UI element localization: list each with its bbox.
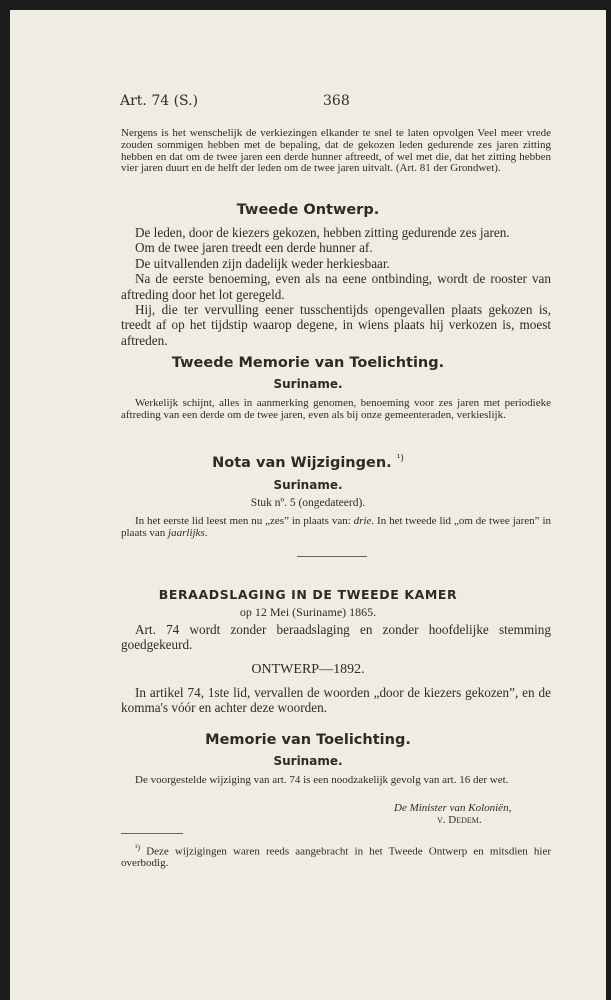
tweede-memorie-subtitle: Suriname. bbox=[273, 377, 343, 391]
nota-title: Nota van Wijzigingen. bbox=[212, 454, 392, 471]
memorie-text: De voorgestelde wijziging van art. 74 is een noodzakelijk gevolg van art. 16 der wet. bbox=[135, 774, 509, 786]
nota-text-e: . bbox=[204, 526, 208, 539]
beraadslaging-date: op 12 Mei (Suriname) 1865. bbox=[239, 605, 377, 619]
footnote-text: Deze wijzigingen waren reeds aangebracht in het Tweede Ontwerp en mitsdien hier overbodig. bbox=[121, 845, 551, 870]
ontwerp-para-1: Na de eerste benoeming, even als na eene ontbinding, wordt de rooster van aftreding door het lot geregeld. bbox=[121, 271, 551, 302]
signature-name: v. Dedem. bbox=[437, 814, 482, 826]
ontwerp-1892-text: In artikel 74, 1ste lid, vervallen de woorden „door de kiezers gekozen”, en de komma's vóór en achter deze woorden. bbox=[121, 685, 551, 716]
nota-text-jaarlijks: jaarlijks bbox=[168, 526, 205, 539]
nota-footnote-mark: ¹) bbox=[396, 454, 404, 464]
nota-subtitle: Suriname. bbox=[273, 478, 343, 492]
section-divider bbox=[297, 556, 367, 557]
running-header-article: Art. 74 (S.) bbox=[120, 93, 199, 109]
ontwerp-1892-heading: ONTWERP—1892. bbox=[251, 662, 365, 677]
footnote-mark: ¹) bbox=[135, 843, 141, 852]
nota-text-drie: drie bbox=[353, 515, 372, 527]
tweede-memorie-heading: Tweede Memorie van Toelichting. bbox=[171, 355, 445, 371]
tweede-ontwerp-heading: Tweede Ontwerp. bbox=[236, 202, 380, 218]
book-page bbox=[10, 10, 606, 1000]
beraadslaging-heading: BERAADSLAGING IN DE TWEEDE KAMER bbox=[158, 587, 458, 602]
ontwerp-line-3: De uitvallenden zijn dadelijk weder herkiesbaar. bbox=[135, 255, 390, 271]
nota-text-a: In het eerste lid leest men nu „zes” in plaats van: bbox=[135, 515, 354, 527]
memorie-heading: Memorie van Toelichting. bbox=[205, 732, 411, 748]
signature-title: De Minister van Koloniën, bbox=[394, 802, 512, 814]
page-number: 368 bbox=[323, 93, 350, 109]
footnote-rule bbox=[121, 833, 183, 834]
nota-text-c: . In het tweede lid „om de twee jaren” in plaats van bbox=[121, 515, 551, 539]
tweede-memorie-text: Werkelijk schijnt, alles in aanmerking genomen, benoeming voor zes jaren met periodieke aftreding van een derde om de twee jaren, even als bij onze gemeenteraden, verkieslijk. bbox=[121, 397, 551, 421]
ontwerp-para-2: Hij, die ter vervulling eener tusschentijds opengevallen plaats gekozen is, treedt af op het tijdstip waarop degene, in wiens plaats hij verkozen is, moest aftreden. bbox=[121, 302, 551, 348]
nota-text bbox=[121, 516, 551, 540]
intro-paragraph: Nergens is het wenschelijk de verkiezingen elkander te snel te laten opvolgen Veel meer vrede zouden sommigen hebben met de bepaling, dat de gekozen leden gedurende zes jaren zitting hebben en dat om de twee jaren een derde hunner aftreedt, of wel met die, dat het zitting hebben vier jaren duurt en de helft der leden om de twee jaren uitvalt. (Art. 81 der Grondwet). bbox=[121, 127, 551, 175]
nota-heading bbox=[10, 454, 606, 471]
beraadslaging-text: Art. 74 wordt zonder beraadslaging en zonder hoofdelijke stemming goedgekeurd. bbox=[121, 622, 551, 653]
nota-stuk: Stuk nº. 5 (ongedateerd). bbox=[250, 497, 366, 509]
memorie-subtitle: Suriname. bbox=[273, 754, 343, 768]
ontwerp-line-1: De leden, door de kiezers gekozen, hebben zitting gedurende zes jaren. bbox=[135, 225, 510, 240]
footnote bbox=[121, 842, 551, 870]
ontwerp-line-2: Om de twee jaren treedt een derde hunner af. bbox=[135, 240, 373, 256]
tweede-ontwerp-text bbox=[121, 225, 551, 348]
